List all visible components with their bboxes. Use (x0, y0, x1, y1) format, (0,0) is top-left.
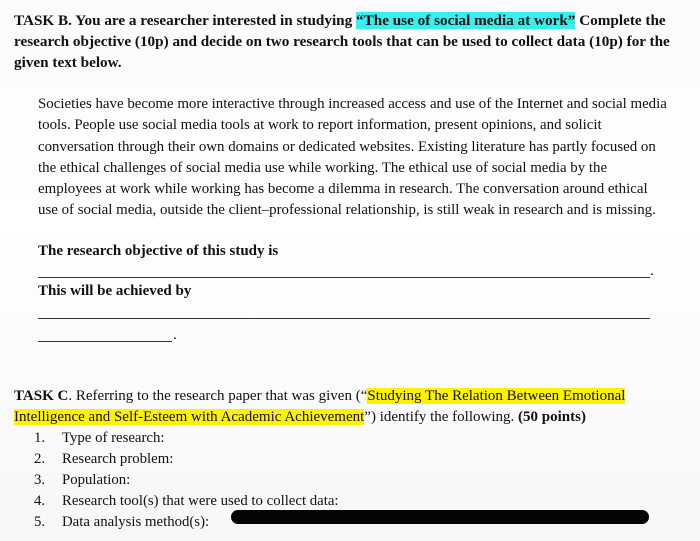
task-c-points: (50 points) (518, 409, 586, 425)
task-b-label: TASK B (14, 12, 69, 29)
list-item (34, 428, 339, 449)
task-c-heading (14, 386, 686, 428)
list-item (34, 470, 339, 491)
objective-period: . (650, 263, 654, 279)
achieved-period: . (173, 327, 177, 343)
list-item-number: 5. (34, 514, 46, 530)
objective-label: The research objective of this study is (38, 243, 279, 259)
list-item-number: 3. (34, 472, 46, 488)
task-b-intro-end: Complete the research objective (10p) and decide on two research tools that can be used to collect data (10p) for the given text below. (14, 12, 670, 71)
list-item-text: Data analysis method(s): (62, 514, 210, 530)
list-item (34, 449, 339, 470)
task-c-intro-start: . Referring to the research paper that was given (“ (68, 388, 368, 404)
list-item-text: Population: (62, 472, 131, 488)
achieved-blank-line-1 (38, 318, 650, 319)
list-item (34, 491, 339, 512)
list-item-number: 1. (34, 430, 46, 446)
passage-text: Societies have become more interactive through increased access and use of the Internet and social media tools. People use social media tools at work to report information, present opinions, and solicit conversation through their own domains or dedicated websites. Existing literature has partly focused on the ethical challenges of social media use while working. The ethical use of social media by the employees at work while working has become a dilemma in research. The conversation around ethical use of social media, outside the client–professional relationship, is still weak in research and is missing. (38, 96, 667, 219)
paper-title-highlight: Studying The Relation Between Emotional Intelligence and Self-Esteem with Academic Achievement (14, 388, 626, 425)
list-item-text: Research problem: (62, 451, 174, 467)
list-item-number: 2. (34, 451, 46, 467)
achieved-by-label: This will be achieved by (38, 283, 192, 299)
task-b-intro-start: . You are a researcher interested in studying (68, 12, 357, 29)
achieved-blank-line-2 (38, 341, 172, 342)
redaction-bar (231, 510, 649, 524)
research-topic-highlight: “The use of social media at work” (356, 12, 576, 29)
list-item-number: 4. (34, 493, 46, 509)
task-b-heading (14, 10, 684, 73)
task-c-intro-end: ”) identify the following. (364, 409, 519, 425)
objective-blank-line (38, 277, 650, 278)
task-c-label: TASK C (14, 388, 69, 404)
list-item-text: Research tool(s) that were used to collect data: (62, 493, 339, 509)
list-item-text: Type of research: (62, 430, 165, 446)
